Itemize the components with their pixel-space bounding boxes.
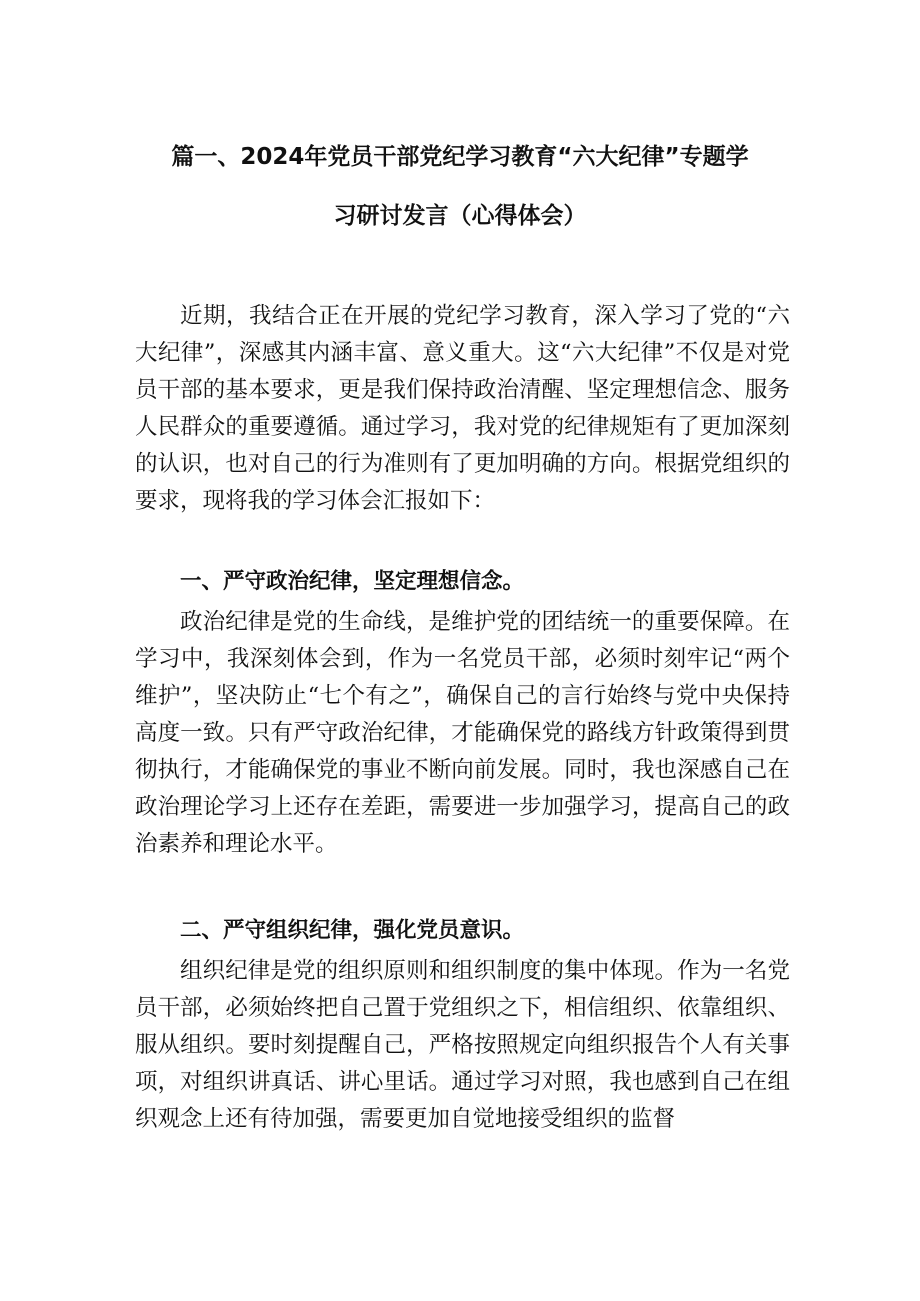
- section-heading-organizational-discipline: 二、严守组织纪律，强化党员意识。: [180, 918, 525, 943]
- section-heading-political-discipline: 一、严守政治纪律，坚定理想信念。: [180, 569, 525, 594]
- document-title-line-1: 篇一、2024年党员干部党纪学习教育“六大纪律”专题学: [171, 144, 749, 170]
- document-title-line-2: 习研讨发言（心得体会）: [333, 203, 587, 229]
- section-paragraph-political-discipline: 政治纪律是党的生命线，是维护党的团结统一的重要保障。在学习中，我深刻体会到，作为一名党员干部，必须时刻牢记“两个维护”，坚决防止“七个有之”，确保自己的言行始终与党中央保持高度一致。只有严守政治纪律，才能确保党的路线方针政策得到贯彻执行，才能确保党的事业不断向前发展。同时，我也深感自己在政治理论学习上还存在差距，需要进一步加强学习，提高自己的政治素养和理论水平。: [135, 609, 790, 857]
- intro-paragraph: 近期，我结合正在开展的党纪学习教育，深入学习了党的“六大纪律”，深感其内涵丰富、意义重大。这“六大纪律”不仅是对党员干部的基本要求，更是我们保持政治清醒、坚定理想信念、服务人民群众的重要遵循。通过学习，我对党的纪律规矩有了更加深刻的认识，也对自己的行为准则有了更加明确的方向。根据党组织的要求，现将我的学习体会汇报如下：: [135, 303, 790, 514]
- section-paragraph-organizational-discipline: 组织纪律是党的组织原则和组织制度的集中体现。作为一名党员干部，必须始终把自己置于党组织之下，相信组织、依靠组织、服从组织。要时刻提醒自己，严格按照规定向组织报告个人有关事项，对组织讲真话、讲心里话。通过学习对照，我也感到自己在组织观念上还有待加强，需要更加自觉地接受组织的监督: [135, 958, 790, 1132]
